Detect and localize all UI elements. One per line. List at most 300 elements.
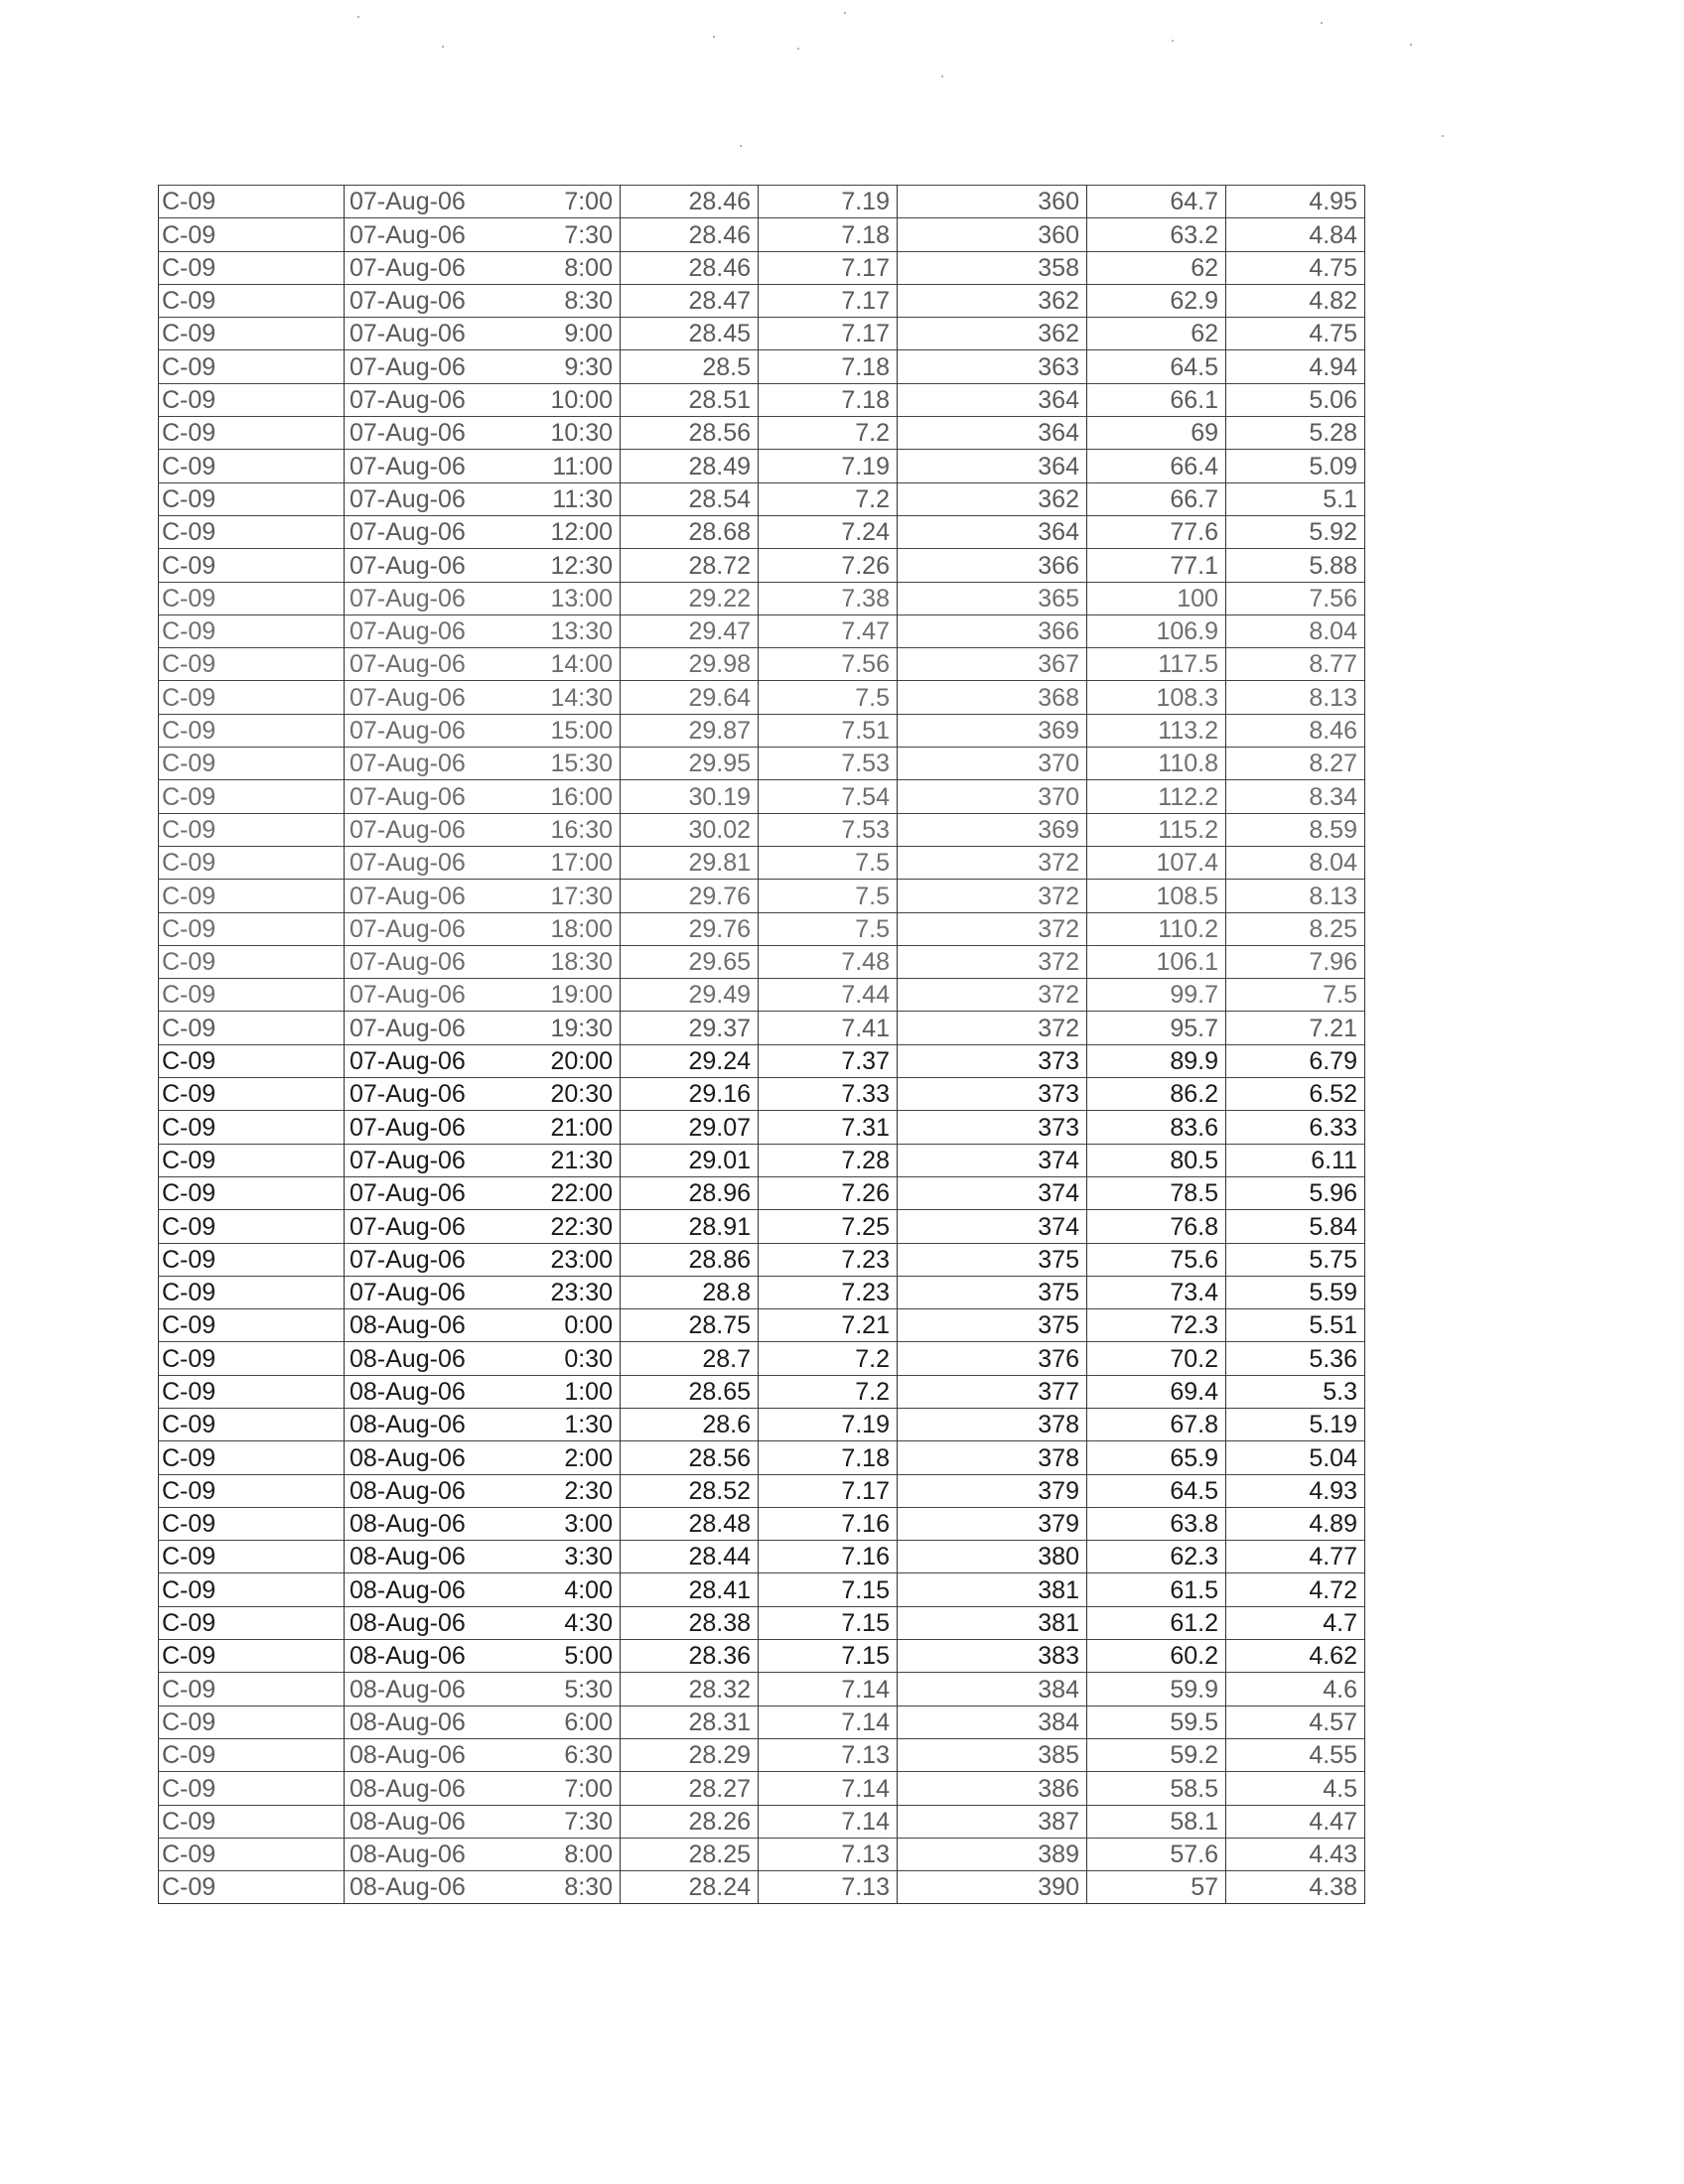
site-cell: C-09 <box>159 1640 345 1673</box>
conductivity-cell: 381 <box>898 1573 1087 1606</box>
speckle <box>941 75 943 77</box>
do-concentration-cell: 4.43 <box>1226 1838 1365 1870</box>
do-saturation-cell: 75.6 <box>1087 1243 1226 1276</box>
do-saturation-cell: 66.1 <box>1087 383 1226 416</box>
date-cell: 07-Aug-06 <box>345 417 482 450</box>
time-cell: 10:30 <box>482 417 621 450</box>
time-cell: 10:00 <box>482 383 621 416</box>
do-saturation-cell: 62 <box>1087 318 1226 350</box>
site-cell: C-09 <box>159 1772 345 1805</box>
date-cell: 07-Aug-06 <box>345 813 482 846</box>
date-cell: 07-Aug-06 <box>345 350 482 383</box>
date-cell: 08-Aug-06 <box>345 1573 482 1606</box>
table-row <box>159 1408 1365 1440</box>
temperature-cell: 29.01 <box>621 1144 759 1176</box>
do-saturation-cell: 66.7 <box>1087 482 1226 515</box>
date-cell: 07-Aug-06 <box>345 846 482 879</box>
do-saturation-cell: 57.6 <box>1087 1838 1226 1870</box>
do-concentration-cell: 4.5 <box>1226 1772 1365 1805</box>
conductivity-cell: 384 <box>898 1706 1087 1738</box>
ph-cell: 7.28 <box>759 1144 898 1176</box>
time-cell: 15:30 <box>482 748 621 780</box>
ph-cell: 7.26 <box>759 1176 898 1209</box>
do-concentration-cell: 8.04 <box>1226 614 1365 647</box>
conductivity-cell: 376 <box>898 1342 1087 1375</box>
do-concentration-cell: 4.75 <box>1226 318 1365 350</box>
table-row <box>159 681 1365 714</box>
conductivity-cell: 373 <box>898 1078 1087 1111</box>
site-cell: C-09 <box>159 1375 345 1408</box>
table-row <box>159 1673 1365 1706</box>
do-concentration-cell: 8.77 <box>1226 648 1365 681</box>
site-cell: C-09 <box>159 748 345 780</box>
speckle <box>844 12 846 14</box>
temperature-cell: 28.48 <box>621 1507 759 1540</box>
ph-cell: 7.51 <box>759 714 898 747</box>
time-cell: 0:30 <box>482 1342 621 1375</box>
do-saturation-cell: 62 <box>1087 251 1226 284</box>
table-row <box>159 1706 1365 1738</box>
do-concentration-cell: 7.21 <box>1226 1012 1365 1044</box>
time-cell: 13:30 <box>482 614 621 647</box>
temperature-cell: 28.44 <box>621 1541 759 1573</box>
ph-cell: 7.23 <box>759 1243 898 1276</box>
ph-cell: 7.2 <box>759 417 898 450</box>
table-row <box>159 1243 1365 1276</box>
date-cell: 07-Aug-06 <box>345 1078 482 1111</box>
conductivity-cell: 372 <box>898 880 1087 912</box>
time-cell: 7:30 <box>482 218 621 251</box>
time-cell: 3:30 <box>482 1541 621 1573</box>
conductivity-cell: 383 <box>898 1640 1087 1673</box>
temperature-cell: 28.46 <box>621 218 759 251</box>
conductivity-cell: 386 <box>898 1772 1087 1805</box>
do-saturation-cell: 65.9 <box>1087 1441 1226 1474</box>
do-concentration-cell: 4.93 <box>1226 1474 1365 1507</box>
temperature-cell: 30.02 <box>621 813 759 846</box>
temperature-cell: 28.46 <box>621 251 759 284</box>
site-cell: C-09 <box>159 880 345 912</box>
ph-cell: 7.18 <box>759 218 898 251</box>
date-cell: 07-Aug-06 <box>345 218 482 251</box>
table-row <box>159 1474 1365 1507</box>
speckle <box>740 145 742 147</box>
site-cell: C-09 <box>159 450 345 482</box>
ph-cell: 7.5 <box>759 912 898 945</box>
temperature-cell: 28.7 <box>621 1342 759 1375</box>
temperature-cell: 29.47 <box>621 614 759 647</box>
do-saturation-cell: 66.4 <box>1087 450 1226 482</box>
do-concentration-cell: 8.46 <box>1226 714 1365 747</box>
time-cell: 22:00 <box>482 1176 621 1209</box>
ph-cell: 7.16 <box>759 1541 898 1573</box>
conductivity-cell: 375 <box>898 1243 1087 1276</box>
table-row <box>159 515 1365 548</box>
conductivity-cell: 362 <box>898 284 1087 317</box>
ph-cell: 7.38 <box>759 582 898 614</box>
do-concentration-cell: 4.75 <box>1226 251 1365 284</box>
speckle <box>713 36 715 38</box>
do-concentration-cell: 5.28 <box>1226 417 1365 450</box>
do-saturation-cell: 63.8 <box>1087 1507 1226 1540</box>
do-saturation-cell: 99.7 <box>1087 979 1226 1012</box>
conductivity-cell: 364 <box>898 383 1087 416</box>
do-concentration-cell: 5.92 <box>1226 515 1365 548</box>
do-concentration-cell: 4.38 <box>1226 1871 1365 1904</box>
time-cell: 19:30 <box>482 1012 621 1044</box>
temperature-cell: 28.56 <box>621 417 759 450</box>
ph-cell: 7.18 <box>759 1441 898 1474</box>
ph-cell: 7.14 <box>759 1673 898 1706</box>
do-concentration-cell: 5.84 <box>1226 1210 1365 1243</box>
date-cell: 07-Aug-06 <box>345 284 482 317</box>
date-cell: 08-Aug-06 <box>345 1606 482 1639</box>
do-concentration-cell: 5.19 <box>1226 1408 1365 1440</box>
time-cell: 22:30 <box>482 1210 621 1243</box>
ph-cell: 7.2 <box>759 1375 898 1408</box>
site-cell: C-09 <box>159 1474 345 1507</box>
table-row <box>159 251 1365 284</box>
ph-cell: 7.18 <box>759 350 898 383</box>
table-row <box>159 1144 1365 1176</box>
table-row <box>159 417 1365 450</box>
temperature-cell: 28.49 <box>621 450 759 482</box>
conductivity-cell: 364 <box>898 515 1087 548</box>
do-saturation-cell: 64.5 <box>1087 1474 1226 1507</box>
table-body <box>159 186 1365 1904</box>
time-cell: 12:30 <box>482 549 621 582</box>
conductivity-cell: 375 <box>898 1309 1087 1342</box>
do-saturation-cell: 78.5 <box>1087 1176 1226 1209</box>
table-row <box>159 284 1365 317</box>
time-cell: 2:00 <box>482 1441 621 1474</box>
table-row <box>159 1573 1365 1606</box>
table-row <box>159 1078 1365 1111</box>
conductivity-cell: 389 <box>898 1838 1087 1870</box>
date-cell: 07-Aug-06 <box>345 450 482 482</box>
table-row <box>159 450 1365 482</box>
conductivity-cell: 372 <box>898 846 1087 879</box>
do-concentration-cell: 5.51 <box>1226 1309 1365 1342</box>
table-row <box>159 1838 1365 1870</box>
ph-cell: 7.17 <box>759 251 898 284</box>
date-cell: 07-Aug-06 <box>345 383 482 416</box>
time-cell: 4:30 <box>482 1606 621 1639</box>
ph-cell: 7.17 <box>759 1474 898 1507</box>
time-cell: 3:00 <box>482 1507 621 1540</box>
ph-cell: 7.5 <box>759 880 898 912</box>
date-cell: 08-Aug-06 <box>345 1474 482 1507</box>
do-concentration-cell: 8.27 <box>1226 748 1365 780</box>
speckle <box>1321 22 1323 24</box>
site-cell: C-09 <box>159 549 345 582</box>
do-saturation-cell: 77.1 <box>1087 549 1226 582</box>
table-row <box>159 846 1365 879</box>
date-cell: 08-Aug-06 <box>345 1640 482 1673</box>
temperature-cell: 29.95 <box>621 748 759 780</box>
temperature-cell: 29.49 <box>621 979 759 1012</box>
table-row <box>159 1044 1365 1077</box>
site-cell: C-09 <box>159 979 345 1012</box>
do-concentration-cell: 5.96 <box>1226 1176 1365 1209</box>
do-concentration-cell: 8.25 <box>1226 912 1365 945</box>
do-saturation-cell: 62.9 <box>1087 284 1226 317</box>
site-cell: C-09 <box>159 1342 345 1375</box>
time-cell: 7:30 <box>482 1805 621 1838</box>
conductivity-cell: 374 <box>898 1176 1087 1209</box>
do-concentration-cell: 8.04 <box>1226 846 1365 879</box>
do-saturation-cell: 80.5 <box>1087 1144 1226 1176</box>
date-cell: 08-Aug-06 <box>345 1871 482 1904</box>
do-saturation-cell: 63.2 <box>1087 218 1226 251</box>
ph-cell: 7.5 <box>759 846 898 879</box>
date-cell: 07-Aug-06 <box>345 648 482 681</box>
temperature-cell: 29.76 <box>621 880 759 912</box>
do-concentration-cell: 4.84 <box>1226 218 1365 251</box>
temperature-cell: 29.81 <box>621 846 759 879</box>
do-saturation-cell: 69 <box>1087 417 1226 450</box>
table-row <box>159 1805 1365 1838</box>
time-cell: 9:30 <box>482 350 621 383</box>
date-cell: 08-Aug-06 <box>345 1541 482 1573</box>
ph-cell: 7.17 <box>759 318 898 350</box>
conductivity-cell: 385 <box>898 1738 1087 1771</box>
do-concentration-cell: 4.6 <box>1226 1673 1365 1706</box>
conductivity-cell: 364 <box>898 417 1087 450</box>
table-row <box>159 880 1365 912</box>
conductivity-cell: 379 <box>898 1507 1087 1540</box>
do-saturation-cell: 100 <box>1087 582 1226 614</box>
conductivity-cell: 367 <box>898 648 1087 681</box>
ph-cell: 7.19 <box>759 186 898 218</box>
conductivity-cell: 372 <box>898 1012 1087 1044</box>
time-cell: 18:30 <box>482 945 621 978</box>
conductivity-cell: 378 <box>898 1408 1087 1440</box>
do-concentration-cell: 5.3 <box>1226 1375 1365 1408</box>
site-cell: C-09 <box>159 251 345 284</box>
do-concentration-cell: 8.34 <box>1226 780 1365 813</box>
time-cell: 5:00 <box>482 1640 621 1673</box>
site-cell: C-09 <box>159 218 345 251</box>
conductivity-cell: 370 <box>898 780 1087 813</box>
date-cell: 07-Aug-06 <box>345 614 482 647</box>
date-cell: 08-Aug-06 <box>345 1772 482 1805</box>
site-cell: C-09 <box>159 1276 345 1308</box>
do-concentration-cell: 4.95 <box>1226 186 1365 218</box>
do-saturation-cell: 67.8 <box>1087 1408 1226 1440</box>
do-saturation-cell: 115.2 <box>1087 813 1226 846</box>
conductivity-cell: 360 <box>898 186 1087 218</box>
date-cell: 08-Aug-06 <box>345 1507 482 1540</box>
temperature-cell: 28.41 <box>621 1573 759 1606</box>
time-cell: 8:30 <box>482 1871 621 1904</box>
site-cell: C-09 <box>159 1408 345 1440</box>
temperature-cell: 28.47 <box>621 284 759 317</box>
date-cell: 07-Aug-06 <box>345 1276 482 1308</box>
table-row <box>159 1012 1365 1044</box>
date-cell: 08-Aug-06 <box>345 1673 482 1706</box>
do-saturation-cell: 64.7 <box>1087 186 1226 218</box>
do-concentration-cell: 5.09 <box>1226 450 1365 482</box>
time-cell: 16:30 <box>482 813 621 846</box>
site-cell: C-09 <box>159 1044 345 1077</box>
table-row <box>159 218 1365 251</box>
do-concentration-cell: 4.77 <box>1226 1541 1365 1573</box>
time-cell: 5:30 <box>482 1673 621 1706</box>
site-cell: C-09 <box>159 648 345 681</box>
do-concentration-cell: 6.79 <box>1226 1044 1365 1077</box>
conductivity-cell: 373 <box>898 1044 1087 1077</box>
site-cell: C-09 <box>159 1441 345 1474</box>
ph-cell: 7.13 <box>759 1871 898 1904</box>
date-cell: 07-Aug-06 <box>345 748 482 780</box>
table-row <box>159 383 1365 416</box>
do-saturation-cell: 72.3 <box>1087 1309 1226 1342</box>
conductivity-cell: 358 <box>898 251 1087 284</box>
conductivity-cell: 387 <box>898 1805 1087 1838</box>
date-cell: 08-Aug-06 <box>345 1342 482 1375</box>
table-row <box>159 1111 1365 1144</box>
table-row <box>159 614 1365 647</box>
time-cell: 6:30 <box>482 1738 621 1771</box>
temperature-cell: 28.38 <box>621 1606 759 1639</box>
date-cell: 07-Aug-06 <box>345 1012 482 1044</box>
time-cell: 13:00 <box>482 582 621 614</box>
do-concentration-cell: 4.82 <box>1226 284 1365 317</box>
temperature-cell: 28.54 <box>621 482 759 515</box>
temperature-cell: 28.26 <box>621 1805 759 1838</box>
do-saturation-cell: 95.7 <box>1087 1012 1226 1044</box>
do-saturation-cell: 106.1 <box>1087 945 1226 978</box>
do-saturation-cell: 108.5 <box>1087 880 1226 912</box>
date-cell: 08-Aug-06 <box>345 1738 482 1771</box>
site-cell: C-09 <box>159 284 345 317</box>
table-row <box>159 1738 1365 1771</box>
conductivity-cell: 379 <box>898 1474 1087 1507</box>
do-saturation-cell: 58.1 <box>1087 1805 1226 1838</box>
site-cell: C-09 <box>159 1078 345 1111</box>
ph-cell: 7.56 <box>759 648 898 681</box>
site-cell: C-09 <box>159 846 345 879</box>
ph-cell: 7.13 <box>759 1838 898 1870</box>
do-concentration-cell: 4.72 <box>1226 1573 1365 1606</box>
date-cell: 08-Aug-06 <box>345 1408 482 1440</box>
site-cell: C-09 <box>159 1012 345 1044</box>
do-concentration-cell: 7.56 <box>1226 582 1365 614</box>
do-concentration-cell: 4.89 <box>1226 1507 1365 1540</box>
table-row <box>159 1210 1365 1243</box>
time-cell: 16:00 <box>482 780 621 813</box>
do-concentration-cell: 8.13 <box>1226 880 1365 912</box>
conductivity-cell: 372 <box>898 979 1087 1012</box>
ph-cell: 7.54 <box>759 780 898 813</box>
table-row <box>159 186 1365 218</box>
date-cell: 07-Aug-06 <box>345 318 482 350</box>
temperature-cell: 28.86 <box>621 1243 759 1276</box>
conductivity-cell: 369 <box>898 714 1087 747</box>
site-cell: C-09 <box>159 186 345 218</box>
time-cell: 15:00 <box>482 714 621 747</box>
ph-cell: 7.15 <box>759 1640 898 1673</box>
date-cell: 07-Aug-06 <box>345 1111 482 1144</box>
temperature-cell: 28.52 <box>621 1474 759 1507</box>
conductivity-cell: 360 <box>898 218 1087 251</box>
temperature-cell: 28.56 <box>621 1441 759 1474</box>
site-cell: C-09 <box>159 1541 345 1573</box>
table-row <box>159 350 1365 383</box>
date-cell: 07-Aug-06 <box>345 482 482 515</box>
temperature-cell: 29.87 <box>621 714 759 747</box>
temperature-cell: 28.72 <box>621 549 759 582</box>
site-cell: C-09 <box>159 1871 345 1904</box>
do-saturation-cell: 112.2 <box>1087 780 1226 813</box>
time-cell: 11:00 <box>482 450 621 482</box>
ph-cell: 7.48 <box>759 945 898 978</box>
temperature-cell: 28.32 <box>621 1673 759 1706</box>
do-saturation-cell: 113.2 <box>1087 714 1226 747</box>
date-cell: 07-Aug-06 <box>345 549 482 582</box>
ph-cell: 7.15 <box>759 1573 898 1606</box>
do-saturation-cell: 57 <box>1087 1871 1226 1904</box>
date-cell: 07-Aug-06 <box>345 1176 482 1209</box>
do-saturation-cell: 89.9 <box>1087 1044 1226 1077</box>
site-cell: C-09 <box>159 1243 345 1276</box>
do-concentration-cell: 4.55 <box>1226 1738 1365 1771</box>
table-row <box>159 979 1365 1012</box>
table-row <box>159 813 1365 846</box>
do-concentration-cell: 4.57 <box>1226 1706 1365 1738</box>
table-row <box>159 1309 1365 1342</box>
site-cell: C-09 <box>159 1144 345 1176</box>
table-row <box>159 1507 1365 1540</box>
temperature-cell: 28.31 <box>621 1706 759 1738</box>
do-concentration-cell: 5.04 <box>1226 1441 1365 1474</box>
site-cell: C-09 <box>159 1673 345 1706</box>
date-cell: 07-Aug-06 <box>345 880 482 912</box>
time-cell: 8:00 <box>482 1838 621 1870</box>
temperature-cell: 29.76 <box>621 912 759 945</box>
table-row <box>159 714 1365 747</box>
time-cell: 20:30 <box>482 1078 621 1111</box>
site-cell: C-09 <box>159 714 345 747</box>
do-concentration-cell: 8.13 <box>1226 681 1365 714</box>
time-cell: 1:00 <box>482 1375 621 1408</box>
conductivity-cell: 370 <box>898 748 1087 780</box>
do-saturation-cell: 117.5 <box>1087 648 1226 681</box>
do-saturation-cell: 110.2 <box>1087 912 1226 945</box>
temperature-cell: 28.29 <box>621 1738 759 1771</box>
time-cell: 12:00 <box>482 515 621 548</box>
do-concentration-cell: 4.94 <box>1226 350 1365 383</box>
site-cell: C-09 <box>159 582 345 614</box>
speckle <box>1172 40 1174 42</box>
site-cell: C-09 <box>159 780 345 813</box>
site-cell: C-09 <box>159 383 345 416</box>
temperature-cell: 28.27 <box>621 1772 759 1805</box>
ph-cell: 7.5 <box>759 681 898 714</box>
table-row <box>159 318 1365 350</box>
ph-cell: 7.14 <box>759 1805 898 1838</box>
date-cell: 07-Aug-06 <box>345 515 482 548</box>
temperature-cell: 28.8 <box>621 1276 759 1308</box>
conductivity-cell: 374 <box>898 1144 1087 1176</box>
conductivity-cell: 365 <box>898 582 1087 614</box>
date-cell: 07-Aug-06 <box>345 1210 482 1243</box>
conductivity-cell: 384 <box>898 1673 1087 1706</box>
ph-cell: 7.53 <box>759 813 898 846</box>
do-saturation-cell: 86.2 <box>1087 1078 1226 1111</box>
table-row <box>159 945 1365 978</box>
